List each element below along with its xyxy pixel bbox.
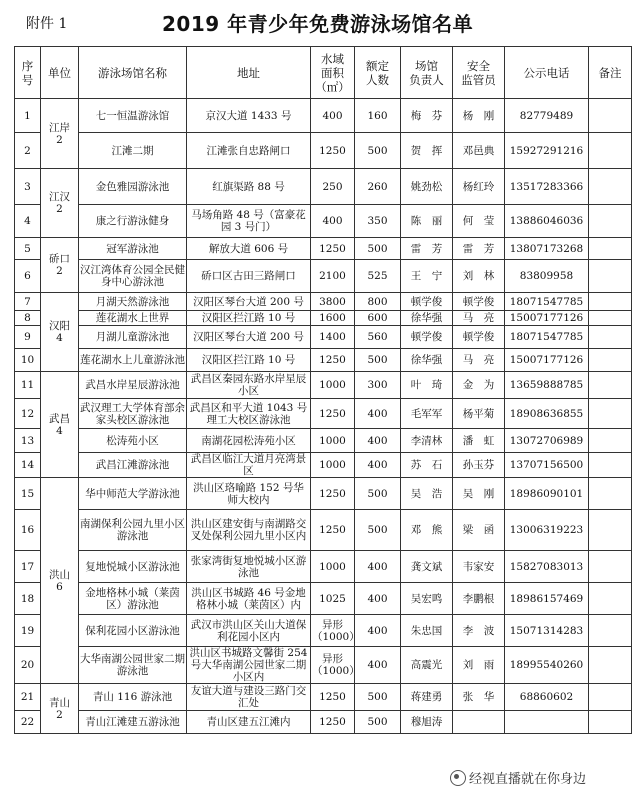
cell-unit: 青山 2 [41, 684, 79, 734]
cell-address: 解放大道 606 号 [187, 238, 311, 260]
cell-capacity: 400 [355, 647, 401, 684]
table-row [15, 510, 632, 551]
cell-manager: 贺 挥 [401, 133, 453, 169]
cell-capacity: 260 [355, 169, 401, 205]
cell-area: 400 [311, 99, 355, 133]
cell-area: 1250 [311, 133, 355, 169]
cell-no: 9 [15, 326, 41, 349]
cell-venue: 大华南湖公园世家二期游泳池 [79, 647, 187, 684]
document-title: 2019 年青少年免费游泳场馆名单 [162, 12, 474, 36]
cell-venue: 武昌江滩游泳池 [79, 453, 187, 478]
cell-address: 汉阳区拦江路 10 号 [187, 349, 311, 372]
cell-note [589, 311, 632, 326]
cell-venue: 江滩二期 [79, 133, 187, 169]
cell-capacity: 400 [355, 583, 401, 615]
cell-manager: 高震光 [401, 647, 453, 684]
cell-note [589, 349, 632, 372]
table-row [15, 311, 632, 326]
cell-venue: 武昌水岸星辰游泳池 [79, 372, 187, 399]
cell-manager: 姚劲松 [401, 169, 453, 205]
cell-venue: 保利花园小区游泳池 [79, 615, 187, 647]
cell-area: 1000 [311, 453, 355, 478]
cell-area: 异形（1000） [311, 615, 355, 647]
cell-capacity: 800 [355, 293, 401, 311]
table-header-row [15, 47, 632, 99]
cell-phone: 18071547785 [505, 293, 589, 311]
cell-no: 8 [15, 311, 41, 326]
col-seq: 序 号 [15, 47, 41, 99]
cell-venue: 月湖儿童游泳池 [79, 326, 187, 349]
cell-note [589, 647, 632, 684]
cell-phone: 13006319223 [505, 510, 589, 551]
cell-manager: 朱忠国 [401, 615, 453, 647]
cell-no: 12 [15, 399, 41, 429]
cell-venue: 康之行游泳健身 [79, 205, 187, 238]
cell-address: 汉阳区琴台大道 200 号 [187, 326, 311, 349]
cell-phone: 18986157469 [505, 583, 589, 615]
cell-phone: 15071314283 [505, 615, 589, 647]
cell-note [589, 326, 632, 349]
col-unit: 单位 [41, 47, 79, 99]
cell-area: 1000 [311, 372, 355, 399]
col-manager: 场馆 负责人 [401, 47, 453, 99]
cell-manager: 顿学俊 [401, 293, 453, 311]
cell-capacity: 300 [355, 372, 401, 399]
cell-manager: 蒋建勇 [401, 684, 453, 711]
cell-note [589, 453, 632, 478]
cell-manager: 徐华强 [401, 349, 453, 372]
cell-note [589, 615, 632, 647]
cell-manager: 毛军军 [401, 399, 453, 429]
cell-capacity: 525 [355, 260, 401, 293]
cell-safety: 梁 函 [453, 510, 505, 551]
cell-note [589, 684, 632, 711]
cell-no: 22 [15, 711, 41, 734]
cell-unit: 江岸 2 [41, 99, 79, 169]
cell-no: 20 [15, 647, 41, 684]
col-capacity: 额定 人数 [355, 47, 401, 99]
cell-capacity: 500 [355, 349, 401, 372]
cell-no: 2 [15, 133, 41, 169]
cell-phone: 15827083013 [505, 551, 589, 583]
cell-capacity: 500 [355, 133, 401, 169]
cell-area: 异形（1000） [311, 647, 355, 684]
cell-phone: 13072706989 [505, 429, 589, 453]
cell-area: 250 [311, 169, 355, 205]
cell-safety: 李鹏根 [453, 583, 505, 615]
table-row [15, 260, 632, 293]
cell-manager: 叶 琦 [401, 372, 453, 399]
cell-note [589, 260, 632, 293]
cell-note [589, 510, 632, 551]
cell-safety: 顿学俊 [453, 293, 505, 311]
cell-unit: 硚口 2 [41, 238, 79, 293]
cell-manager: 邓 熊 [401, 510, 453, 551]
table-row [15, 615, 632, 647]
cell-address: 汉阳区琴台大道 200 号 [187, 293, 311, 311]
cell-area: 1600 [311, 311, 355, 326]
cell-safety: 杨红玲 [453, 169, 505, 205]
cell-note [589, 478, 632, 510]
cell-no: 17 [15, 551, 41, 583]
cell-phone: 13886046036 [505, 205, 589, 238]
document-header [0, 0, 639, 46]
table-row [15, 238, 632, 260]
table-row [15, 583, 632, 615]
cell-phone: 18908636855 [505, 399, 589, 429]
cell-capacity: 500 [355, 711, 401, 734]
cell-area: 1000 [311, 429, 355, 453]
cell-manager: 龚文斌 [401, 551, 453, 583]
camera-icon [450, 770, 466, 786]
cell-safety: 雷 芳 [453, 238, 505, 260]
cell-venue: 金色雅园游泳池 [79, 169, 187, 205]
col-area: 水域 面积 （㎡） [311, 47, 355, 99]
cell-phone: 13707156500 [505, 453, 589, 478]
cell-area: 1250 [311, 478, 355, 510]
cell-phone: 13807173268 [505, 238, 589, 260]
cell-capacity: 560 [355, 326, 401, 349]
cell-venue: 武汉理工大学体育部余家头校区游泳池 [79, 399, 187, 429]
table-row [15, 551, 632, 583]
cell-area: 1000 [311, 551, 355, 583]
cell-address: 汉阳区拦江路 10 号 [187, 311, 311, 326]
cell-phone: 18986090101 [505, 478, 589, 510]
cell-address: 洪山区书城路文馨街 254 号大华南湖公园世家二期小区内 [187, 647, 311, 684]
cell-address: 武昌区和平大道 1043 号理工大校区游泳池 [187, 399, 311, 429]
cell-no: 7 [15, 293, 41, 311]
table-row [15, 372, 632, 399]
watermark-text: 经视直播就在你身边 [469, 772, 587, 787]
cell-unit: 汉阳 4 [41, 293, 79, 372]
cell-address: 张家湾街复地悦城小区游泳池 [187, 551, 311, 583]
cell-note [589, 551, 632, 583]
cell-note [589, 372, 632, 399]
col-phone: 公示电话 [505, 47, 589, 99]
cell-note [589, 429, 632, 453]
cell-venue: 七一恒温游泳馆 [79, 99, 187, 133]
cell-area: 1250 [311, 684, 355, 711]
cell-safety: 李 波 [453, 615, 505, 647]
cell-no: 11 [15, 372, 41, 399]
cell-address: 武汉市洪山区关山大道保利花园小区内 [187, 615, 311, 647]
cell-safety: 杨平菊 [453, 399, 505, 429]
cell-safety: 马 亮 [453, 349, 505, 372]
table-row [15, 169, 632, 205]
cell-safety: 马 亮 [453, 311, 505, 326]
cell-manager: 梅 芬 [401, 99, 453, 133]
col-address: 地址 [187, 47, 311, 99]
cell-venue: 南湖保利公园九里小区游泳池 [79, 510, 187, 551]
watermark [448, 768, 588, 787]
cell-note [589, 711, 632, 734]
cell-safety: 金 为 [453, 372, 505, 399]
table-row [15, 453, 632, 478]
cell-safety: 张 华 [453, 684, 505, 711]
venue-table [14, 46, 632, 734]
cell-area: 1025 [311, 583, 355, 615]
table-row [15, 684, 632, 711]
cell-safety: 顿学俊 [453, 326, 505, 349]
table-row [15, 478, 632, 510]
cell-venue: 莲花湖水上世界 [79, 311, 187, 326]
table-row [15, 133, 632, 169]
cell-no: 21 [15, 684, 41, 711]
cell-no: 3 [15, 169, 41, 205]
cell-capacity: 500 [355, 238, 401, 260]
table-row [15, 349, 632, 372]
cell-note [589, 169, 632, 205]
cell-venue: 松涛苑小区 [79, 429, 187, 453]
col-venue: 游泳场馆名称 [79, 47, 187, 99]
cell-safety: 吴 刚 [453, 478, 505, 510]
cell-no: 18 [15, 583, 41, 615]
cell-address: 青山区建五江滩内 [187, 711, 311, 734]
cell-unit: 江汉 2 [41, 169, 79, 238]
cell-no: 19 [15, 615, 41, 647]
cell-phone: 13517283366 [505, 169, 589, 205]
cell-no: 6 [15, 260, 41, 293]
cell-capacity: 400 [355, 429, 401, 453]
table-row [15, 429, 632, 453]
table-row [15, 647, 632, 684]
table-row [15, 205, 632, 238]
cell-phone: 15927291216 [505, 133, 589, 169]
cell-venue: 青山江滩建五游泳池 [79, 711, 187, 734]
cell-manager: 顿学俊 [401, 326, 453, 349]
cell-note [589, 293, 632, 311]
cell-unit: 洪山 6 [41, 478, 79, 684]
cell-safety: 邓邑典 [453, 133, 505, 169]
cell-note [589, 205, 632, 238]
cell-safety: 潘 虹 [453, 429, 505, 453]
table-row [15, 99, 632, 133]
cell-note [589, 583, 632, 615]
col-safety: 安全 监管员 [453, 47, 505, 99]
cell-safety: 韦家安 [453, 551, 505, 583]
cell-address: 江滩张自忠路闸口 [187, 133, 311, 169]
cell-address: 马场角路 48 号（富豪花园 3 号门） [187, 205, 311, 238]
table-row [15, 326, 632, 349]
cell-venue: 金地格林小城（莱茵区）游泳池 [79, 583, 187, 615]
cell-no: 14 [15, 453, 41, 478]
cell-manager: 陈 丽 [401, 205, 453, 238]
cell-area: 1250 [311, 349, 355, 372]
cell-note [589, 133, 632, 169]
table-row [15, 399, 632, 429]
cell-address: 硚口区古田三路闸口 [187, 260, 311, 293]
cell-no: 4 [15, 205, 41, 238]
cell-note [589, 99, 632, 133]
cell-phone: 15007177126 [505, 349, 589, 372]
cell-capacity: 500 [355, 684, 401, 711]
table-row [15, 711, 632, 734]
table-row [15, 293, 632, 311]
cell-address: 武昌区秦园东路水岸星辰小区 [187, 372, 311, 399]
cell-safety: 杨 刚 [453, 99, 505, 133]
cell-area: 1400 [311, 326, 355, 349]
cell-phone [505, 711, 589, 734]
cell-no: 1 [15, 99, 41, 133]
cell-venue: 汉江湾体育公园全民健身中心游泳池 [79, 260, 187, 293]
cell-safety: 刘 雨 [453, 647, 505, 684]
cell-safety [453, 711, 505, 734]
cell-venue: 月湖天然游泳池 [79, 293, 187, 311]
cell-address: 武昌区临江大道月亮湾景区 [187, 453, 311, 478]
cell-phone: 18995540260 [505, 647, 589, 684]
cell-safety: 何 莹 [453, 205, 505, 238]
cell-no: 10 [15, 349, 41, 372]
cell-area: 3800 [311, 293, 355, 311]
cell-phone: 13659888785 [505, 372, 589, 399]
cell-note [589, 238, 632, 260]
cell-capacity: 400 [355, 399, 401, 429]
cell-address: 红旗渠路 88 号 [187, 169, 311, 205]
cell-manager: 雷 芳 [401, 238, 453, 260]
cell-address: 南湖花园松涛苑小区 [187, 429, 311, 453]
cell-manager: 王 宁 [401, 260, 453, 293]
cell-capacity: 600 [355, 311, 401, 326]
cell-manager: 苏 石 [401, 453, 453, 478]
cell-no: 15 [15, 478, 41, 510]
cell-venue: 冠军游泳池 [79, 238, 187, 260]
cell-capacity: 500 [355, 478, 401, 510]
cell-manager: 穆旭涛 [401, 711, 453, 734]
cell-phone: 15007177126 [505, 311, 589, 326]
cell-capacity: 160 [355, 99, 401, 133]
cell-safety: 刘 林 [453, 260, 505, 293]
cell-phone: 83809958 [505, 260, 589, 293]
cell-venue: 莲花湖水上儿童游泳池 [79, 349, 187, 372]
cell-capacity: 350 [355, 205, 401, 238]
cell-phone: 82779489 [505, 99, 589, 133]
cell-area: 2100 [311, 260, 355, 293]
cell-address: 京汉大道 1433 号 [187, 99, 311, 133]
cell-safety: 孙玉芬 [453, 453, 505, 478]
cell-area: 1250 [311, 238, 355, 260]
cell-venue: 华中师范大学游泳池 [79, 478, 187, 510]
cell-manager: 吴 浩 [401, 478, 453, 510]
cell-area: 1250 [311, 399, 355, 429]
cell-phone: 68860602 [505, 684, 589, 711]
cell-note [589, 399, 632, 429]
cell-area: 1250 [311, 510, 355, 551]
cell-manager: 徐华强 [401, 311, 453, 326]
cell-no: 5 [15, 238, 41, 260]
cell-phone: 18071547785 [505, 326, 589, 349]
cell-capacity: 400 [355, 551, 401, 583]
col-note: 备注 [589, 47, 632, 99]
cell-venue: 青山 116 游泳池 [79, 684, 187, 711]
cell-venue: 复地悦城小区游泳池 [79, 551, 187, 583]
cell-address: 友谊大道与建设三路门交汇处 [187, 684, 311, 711]
cell-no: 13 [15, 429, 41, 453]
cell-address: 洪山区书城路 46 号金地格林小城（莱茵区）内 [187, 583, 311, 615]
cell-capacity: 500 [355, 510, 401, 551]
table-body [15, 99, 632, 734]
cell-address: 洪山区建安街与南湖路交叉处保利公园九里小区内 [187, 510, 311, 551]
cell-area: 400 [311, 205, 355, 238]
cell-no: 16 [15, 510, 41, 551]
cell-capacity: 400 [355, 615, 401, 647]
cell-manager: 李清林 [401, 429, 453, 453]
cell-unit: 武昌 4 [41, 372, 79, 478]
cell-capacity: 400 [355, 453, 401, 478]
cell-manager: 吴宏鸣 [401, 583, 453, 615]
attachment-label: 附件 1 [26, 16, 68, 32]
cell-address: 洪山区珞喻路 152 号华师大校内 [187, 478, 311, 510]
cell-area: 1250 [311, 711, 355, 734]
